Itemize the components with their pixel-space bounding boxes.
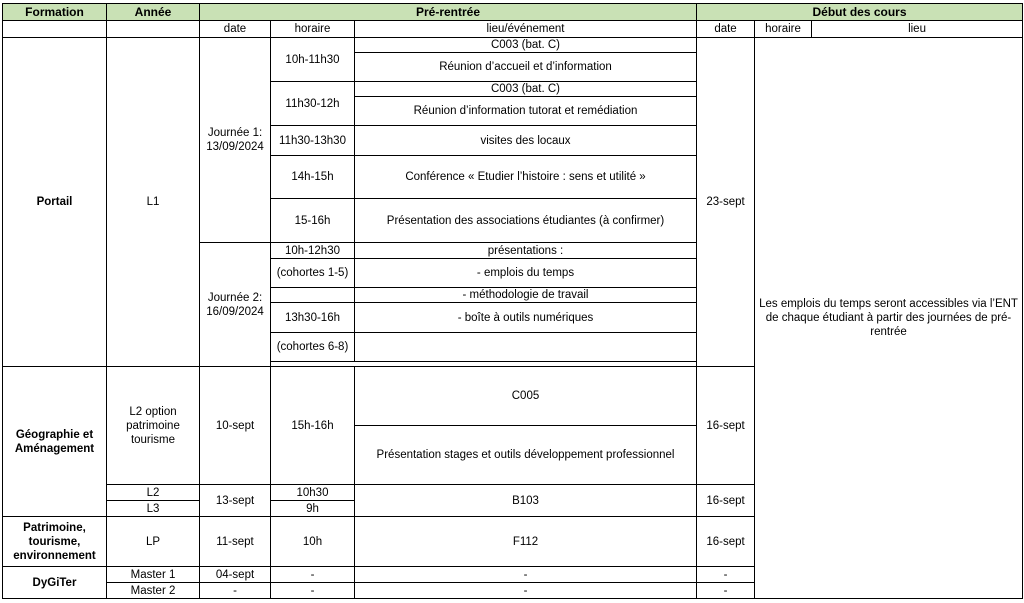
jour1-event-4: Conférence « Etudier l’histoire : sens et utilité » <box>355 156 697 199</box>
jour1-event-2: Réunion d’information tutorat et remédiation <box>355 97 697 126</box>
jour1-lieu-1: C003 (bat. C) <box>355 38 697 53</box>
jour1-event-1: Réunion d’accueil et d’information <box>355 53 697 82</box>
dygiter-m1-debut: - <box>697 567 755 583</box>
jour1-lieu-2: C003 (bat. C) <box>355 82 697 97</box>
geo-option-debut: 16-sept <box>697 367 755 485</box>
header-row <box>3 4 1023 21</box>
subheader-lieu-debut: lieu <box>812 21 1023 38</box>
header-annee: Année <box>107 4 200 21</box>
dygiter-formation: DyGiTer <box>3 567 107 599</box>
dygiter-m1-horaire: - <box>271 567 355 583</box>
jour2-event-4: - boîte à outils numériques <box>355 303 697 333</box>
jour2-horaire-2: (cohortes 1-5) <box>271 259 355 288</box>
dygiter-m1-annee: Master 1 <box>107 567 200 583</box>
patrimoine-annee: LP <box>107 517 200 567</box>
subheader-date-debut: date <box>697 21 755 38</box>
subheader-horaire: horaire <box>271 21 355 38</box>
subheader-horaire-debut: horaire <box>755 21 812 38</box>
geo-l2-horaire: 10h30 <box>271 485 355 501</box>
dygiter-m2-date: - <box>200 583 271 599</box>
geo-option-event: Présentation stages et outils développement professionnel <box>355 426 697 485</box>
portail-jour1-date: Journée 1: 13/09/2024 <box>200 38 271 243</box>
jour1-horaire-3: 11h30-13h30 <box>271 126 355 156</box>
jour2-event-3: - méthodologie de travail <box>355 288 697 303</box>
subheader-lieu-evenement: lieu/événement <box>355 21 697 38</box>
geo-option-date: 10-sept <box>200 367 271 485</box>
jour2-horaire-5: (cohortes 6-8) <box>271 333 355 362</box>
header-debut-cours: Début des cours <box>697 4 1023 21</box>
header-formation: Formation <box>3 4 107 21</box>
jour1-horaire-5: 15-16h <box>271 199 355 243</box>
patrimoine-formation: Patrimoine, tourisme, environnement <box>3 517 107 567</box>
jour2-event-1: présentations : <box>355 243 697 259</box>
jour2-horaire-3 <box>271 288 355 303</box>
schedule-table <box>2 3 1023 599</box>
debut-note: Les emplois du temps seront accessibles via l’ENT de chaque étudiant à partir des journées de pré-rentrée <box>755 38 1023 599</box>
jour1-event-3: visites des locaux <box>355 126 697 156</box>
subheader-date: date <box>200 21 271 38</box>
patrimoine-lieu: F112 <box>355 517 697 567</box>
patrimoine-debut: 16-sept <box>697 517 755 567</box>
portail-jour2-date: Journée 2: 16/09/2024 <box>200 243 271 367</box>
dygiter-m2-annee: Master 2 <box>107 583 200 599</box>
patrimoine-date: 11-sept <box>200 517 271 567</box>
geo-l2l3-date: 13-sept <box>200 485 271 517</box>
jour1-horaire-2: 11h30-12h <box>271 82 355 126</box>
jour2-horaire-4: 13h30-16h <box>271 303 355 333</box>
dygiter-m2-debut: - <box>697 583 755 599</box>
dygiter-m2-horaire: - <box>271 583 355 599</box>
geo-l2l3-lieu: B103 <box>355 485 697 517</box>
table-row <box>3 38 1023 53</box>
dygiter-m1-date: 04-sept <box>200 567 271 583</box>
dygiter-m2-lieu: - <box>355 583 697 599</box>
geo-option-horaire: 15h-16h <box>271 367 355 485</box>
jour2-event-2: - emplois du temps <box>355 259 697 288</box>
jour2-event-5 <box>355 333 697 362</box>
geo-formation: Géographie et Aménagement <box>3 367 107 517</box>
geo-option-annee: L2 option patrimoine tourisme <box>107 367 200 485</box>
jour1-horaire-1: 10h-11h30 <box>271 38 355 82</box>
geo-l2-annee: L2 <box>107 485 200 501</box>
subheader-row <box>3 21 1023 38</box>
patrimoine-horaire: 10h <box>271 517 355 567</box>
jour1-event-5: Présentation des associations étudiantes (à confirmer) <box>355 199 697 243</box>
jour2-horaire-1: 10h-12h30 <box>271 243 355 259</box>
header-pre-rentree: Pré-rentrée <box>200 4 697 21</box>
portail-debut-date: 23-sept <box>697 38 755 367</box>
geo-l2l3-debut: 16-sept <box>697 485 755 517</box>
geo-l3-horaire: 9h <box>271 501 355 517</box>
jour1-horaire-4: 14h-15h <box>271 156 355 199</box>
portail-annee: L1 <box>107 38 200 367</box>
geo-l3-annee: L3 <box>107 501 200 517</box>
geo-option-lieu: C005 <box>355 367 697 426</box>
dygiter-m1-lieu: - <box>355 567 697 583</box>
portail-formation: Portail <box>3 38 107 367</box>
